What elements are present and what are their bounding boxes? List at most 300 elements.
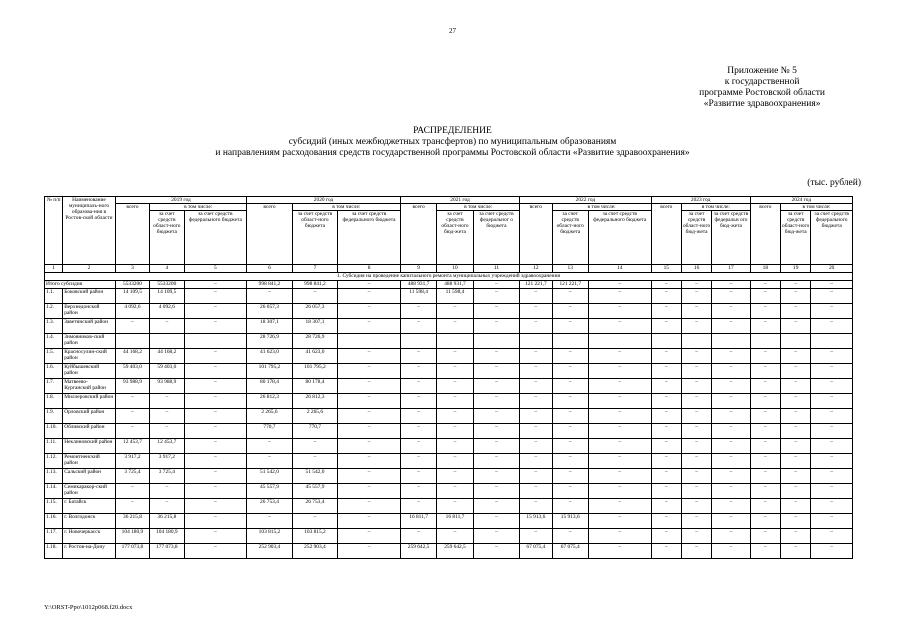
amount-cell: – — [681, 349, 711, 364]
amount-cell: – — [681, 304, 711, 319]
amount-cell: 36 215,8 — [115, 514, 149, 529]
column-number-cell: 13 — [552, 265, 588, 273]
header-incl: в том числе: — [437, 204, 520, 211]
amount-cell: – — [781, 469, 811, 484]
amount-cell: 2 265,6 — [292, 409, 338, 424]
amount-cell: 259 642,5 — [437, 544, 473, 559]
table-row — [45, 379, 853, 394]
amount-cell — [651, 334, 681, 349]
amount-cell: – — [473, 499, 520, 514]
municipality-name: Ремонтненский район — [63, 454, 116, 469]
amount-cell: – — [588, 484, 651, 499]
amount-cell: – — [811, 469, 853, 484]
amount-cell: – — [338, 364, 401, 379]
amount-cell: 4 092,6 — [115, 304, 149, 319]
amount-cell: – — [150, 319, 184, 334]
amount-cell: – — [184, 364, 247, 379]
amount-cell: – — [520, 484, 552, 499]
amount-cell: – — [651, 484, 681, 499]
row-number: 1.18. — [45, 544, 63, 559]
amount-cell: – — [651, 514, 681, 529]
amount-cell: – — [651, 379, 681, 394]
appendix-caption — [699, 66, 825, 110]
amount-cell: 177 073,8 — [115, 544, 149, 559]
column-number-cell: 19 — [781, 265, 811, 273]
amount-cell: – — [338, 319, 401, 334]
amount-cell: – — [247, 454, 293, 469]
amount-cell — [750, 334, 780, 349]
amount-cell: 16 811,7 — [400, 514, 436, 529]
amount-cell: – — [247, 514, 293, 529]
amount-cell: – — [712, 304, 750, 319]
amount-cell: – — [338, 379, 401, 394]
amount-cell: – — [811, 364, 853, 379]
header-federal: за счет средств федеральног о бюджета — [473, 211, 520, 265]
amount-cell: – — [811, 289, 853, 304]
amount-cell: – — [781, 454, 811, 469]
row-number: 1.17. — [45, 529, 63, 544]
amount-cell: – — [473, 439, 520, 454]
amount-cell: 3 725,4 — [115, 469, 149, 484]
header-year: 2023 год — [651, 197, 750, 204]
amount-cell: – — [520, 394, 552, 409]
amount-cell: – — [712, 424, 750, 439]
amount-cell: – — [712, 544, 750, 559]
header-incl: в том числе: — [150, 204, 247, 211]
amount-cell: – — [437, 529, 473, 544]
amount-cell: 103 815,2 — [247, 529, 293, 544]
amount-cell: – — [520, 379, 552, 394]
amount-cell: – — [781, 409, 811, 424]
row-number: 1.8. — [45, 394, 63, 409]
header-regional: за счет средств област-ного бюд-жета — [437, 211, 473, 265]
amount-cell: – — [811, 499, 853, 514]
amount-cell: – — [247, 289, 293, 304]
amount-cell: – — [552, 394, 588, 409]
municipality-name: Орловский район — [63, 409, 116, 424]
amount-cell: – — [184, 424, 247, 439]
header-regional: за счет средств област-ного бюджета — [150, 211, 184, 265]
amount-cell: 177 073,8 — [150, 544, 184, 559]
amount-cell: – — [473, 364, 520, 379]
amount-cell: – — [681, 469, 711, 484]
row-number: 1.4. — [45, 334, 63, 349]
amount-cell: 28 726,9 — [292, 334, 338, 349]
amount-cell: – — [781, 439, 811, 454]
row-number: 1.11. — [45, 439, 63, 454]
municipality-name: Миллеровский район — [63, 394, 116, 409]
row-number: 1.16. — [45, 514, 63, 529]
amount-cell — [338, 334, 401, 349]
amount-cell: – — [184, 439, 247, 454]
column-number-cell: 2 — [63, 265, 116, 273]
file-path-footer: Y:\ORST-Ppo\1012p068.f20.docx — [44, 604, 133, 611]
amount-cell: 104 180,9 — [115, 529, 149, 544]
header-incl: в том числе: — [781, 204, 853, 211]
amount-cell: – — [150, 424, 184, 439]
amount-cell: – — [681, 529, 711, 544]
amount-cell: 41 623,0 — [292, 349, 338, 364]
municipality-name: Матвеево-Курганский район — [63, 379, 116, 394]
row-number: 1.5. — [45, 349, 63, 364]
amount-cell: – — [552, 484, 588, 499]
amount-cell: – — [781, 529, 811, 544]
amount-cell: – — [750, 439, 780, 454]
amount-cell: – — [473, 319, 520, 334]
municipality-name: Обливский район — [63, 424, 116, 439]
amount-cell: – — [338, 454, 401, 469]
amount-cell: – — [681, 409, 711, 424]
amount-cell: – — [437, 469, 473, 484]
header-total: всего — [651, 204, 681, 265]
amount-cell: – — [781, 364, 811, 379]
total-cell: 488 931,7 — [437, 281, 473, 289]
header-total: всего — [750, 204, 780, 265]
amount-cell: – — [588, 424, 651, 439]
table-row — [45, 319, 853, 334]
total-cell: – — [681, 281, 711, 289]
total-cell: – — [588, 281, 651, 289]
amount-cell: – — [552, 469, 588, 484]
amount-cell: 11 598,4 — [400, 289, 436, 304]
municipality-name: Неклиновский район — [63, 439, 116, 454]
column-number-row — [45, 265, 853, 273]
amount-cell: – — [338, 424, 401, 439]
table-row — [45, 409, 853, 424]
amount-cell: – — [292, 289, 338, 304]
amount-cell: – — [750, 394, 780, 409]
amount-cell: – — [552, 454, 588, 469]
amount-cell: 93 988,9 — [115, 379, 149, 394]
amount-cell: – — [338, 514, 401, 529]
amount-cell: – — [712, 439, 750, 454]
total-cell: – — [338, 281, 401, 289]
header-year: 2020 год — [247, 197, 401, 204]
amount-cell: – — [150, 499, 184, 514]
municipality-name: Красносулин-ский район — [63, 349, 116, 364]
amount-cell: 80 178,4 — [247, 379, 293, 394]
amount-cell: – — [811, 514, 853, 529]
total-cell: – — [750, 281, 780, 289]
amount-cell: – — [338, 304, 401, 319]
amount-cell: – — [811, 454, 853, 469]
amount-cell: – — [750, 529, 780, 544]
amount-cell: – — [588, 469, 651, 484]
table-row — [45, 349, 853, 364]
amount-cell: 4 092,6 — [150, 304, 184, 319]
amount-cell — [781, 334, 811, 349]
table-row — [45, 484, 853, 499]
amount-cell: – — [712, 289, 750, 304]
amount-cell: – — [681, 379, 711, 394]
amount-cell: 59 403,0 — [115, 364, 149, 379]
amount-cell: – — [473, 454, 520, 469]
amount-cell: – — [588, 289, 651, 304]
amount-cell: 67 075,4 — [552, 544, 588, 559]
amount-cell: – — [588, 544, 651, 559]
amount-cell: 101 795,2 — [247, 364, 293, 379]
amount-cell: – — [681, 319, 711, 334]
appendix-line: к государственной — [724, 77, 800, 87]
amount-cell: – — [184, 349, 247, 364]
amount-cell: – — [588, 379, 651, 394]
amount-cell: – — [588, 454, 651, 469]
amount-cell: – — [651, 319, 681, 334]
table-body — [45, 265, 853, 559]
amount-cell: – — [651, 394, 681, 409]
total-cell: 488 931,7 — [400, 281, 436, 289]
row-number: 1.15. — [45, 499, 63, 514]
amount-cell: – — [712, 499, 750, 514]
amount-cell: – — [184, 544, 247, 559]
amount-cell: – — [184, 484, 247, 499]
amount-cell: – — [750, 409, 780, 424]
amount-cell — [473, 334, 520, 349]
amount-cell: – — [520, 424, 552, 439]
amount-cell: – — [184, 319, 247, 334]
distribution-table — [44, 196, 853, 559]
amount-cell: – — [712, 484, 750, 499]
page-number: 27 — [449, 27, 456, 35]
row-number: 1.14. — [45, 484, 63, 499]
total-cell: 121 221,7 — [520, 281, 552, 289]
header-row-total — [45, 204, 853, 211]
amount-cell: – — [750, 469, 780, 484]
amount-cell: – — [115, 424, 149, 439]
amount-cell: – — [473, 514, 520, 529]
amount-cell: 770,7 — [292, 424, 338, 439]
amount-cell — [811, 334, 853, 349]
table-header — [45, 197, 853, 265]
municipality-name: Верхнедонской район — [63, 304, 116, 319]
amount-cell: 12 453,7 — [115, 439, 149, 454]
amount-cell: – — [184, 514, 247, 529]
amount-cell: – — [651, 364, 681, 379]
amount-cell: – — [552, 439, 588, 454]
amount-cell — [400, 334, 436, 349]
amount-cell: – — [651, 349, 681, 364]
amount-cell: – — [400, 379, 436, 394]
amount-cell: – — [150, 409, 184, 424]
amount-cell: – — [400, 319, 436, 334]
amount-cell: – — [437, 439, 473, 454]
header-regional: за счет средств област-ного бюд-жета — [681, 211, 711, 265]
appendix-line: программе Ростовской области — [699, 88, 825, 98]
table-row — [45, 364, 853, 379]
units-label: (тыс. рублей) — [807, 178, 861, 188]
municipality-name: г. Батайск — [63, 499, 116, 514]
appendix-line: «Развитие здравоохранения» — [703, 99, 821, 109]
document-subtitle-line: субсидий (иных межбюджетных трансфертов) по муниципальным образованиям — [288, 137, 617, 147]
column-number-cell: 6 — [247, 265, 293, 273]
municipality-name: Зимовников-ский район — [63, 334, 116, 349]
amount-cell: – — [437, 304, 473, 319]
amount-cell: – — [712, 469, 750, 484]
row-number: 1.7. — [45, 379, 63, 394]
amount-cell: – — [247, 439, 293, 454]
column-number-cell: 4 — [150, 265, 184, 273]
amount-cell: 770,7 — [247, 424, 293, 439]
amount-cell: – — [712, 364, 750, 379]
amount-cell: 14 109,5 — [115, 289, 149, 304]
amount-cell: – — [338, 499, 401, 514]
amount-cell: – — [750, 289, 780, 304]
amount-cell: 26 753,4 — [292, 499, 338, 514]
amount-cell: – — [681, 544, 711, 559]
amount-cell: – — [588, 529, 651, 544]
amount-cell: – — [400, 394, 436, 409]
table-row — [45, 544, 853, 559]
amount-cell: – — [588, 394, 651, 409]
amount-cell: – — [437, 379, 473, 394]
amount-cell: – — [473, 424, 520, 439]
amount-cell: – — [400, 499, 436, 514]
amount-cell — [437, 334, 473, 349]
amount-cell: 44 168,2 — [115, 349, 149, 364]
document-heading — [0, 126, 905, 159]
table-row — [45, 499, 853, 514]
amount-cell: – — [811, 424, 853, 439]
amount-cell: – — [681, 439, 711, 454]
amount-cell: – — [681, 514, 711, 529]
amount-cell: – — [811, 394, 853, 409]
header-regional: за счет средств област-ного бюджета — [552, 211, 588, 265]
column-number-cell: 11 — [473, 265, 520, 273]
appendix-line: Приложение № 5 — [727, 66, 797, 76]
column-number-cell: 12 — [520, 265, 552, 273]
amount-cell: 103 815,2 — [292, 529, 338, 544]
table-row — [45, 454, 853, 469]
amount-cell: – — [520, 289, 552, 304]
total-cell: – — [781, 281, 811, 289]
amount-cell: – — [811, 304, 853, 319]
amount-cell: – — [651, 304, 681, 319]
amount-cell: – — [338, 394, 401, 409]
amount-cell: – — [811, 409, 853, 424]
amount-cell: 3 917,2 — [115, 454, 149, 469]
column-number-cell: 1 — [45, 265, 63, 273]
amount-cell: – — [750, 454, 780, 469]
amount-cell: – — [781, 514, 811, 529]
amount-cell: – — [681, 484, 711, 499]
amount-cell: – — [681, 499, 711, 514]
header-total: всего — [520, 204, 552, 265]
amount-cell: 67 075,4 — [520, 544, 552, 559]
amount-cell — [552, 334, 588, 349]
amount-cell: – — [712, 394, 750, 409]
row-number: 1.10. — [45, 424, 63, 439]
header-year: 2022 год — [520, 197, 651, 204]
amount-cell: – — [115, 394, 149, 409]
amount-cell: – — [811, 529, 853, 544]
amount-cell: – — [712, 379, 750, 394]
amount-cell: – — [520, 499, 552, 514]
amount-cell: – — [473, 544, 520, 559]
amount-cell: – — [437, 409, 473, 424]
amount-cell: – — [750, 319, 780, 334]
total-cell: 5533200 — [115, 281, 149, 289]
row-number: 1.13. — [45, 469, 63, 484]
header-row-sources — [45, 211, 853, 265]
amount-cell: – — [184, 304, 247, 319]
amount-cell: 14 109,5 — [150, 289, 184, 304]
amount-cell: 80 178,4 — [292, 379, 338, 394]
amount-cell: – — [588, 364, 651, 379]
amount-cell: – — [681, 289, 711, 304]
amount-cell: – — [781, 304, 811, 319]
amount-cell: – — [292, 439, 338, 454]
header-regional: за счет средств област-ного бюджета — [292, 211, 338, 265]
amount-cell: – — [115, 484, 149, 499]
column-number-cell: 15 — [651, 265, 681, 273]
amount-cell: – — [184, 469, 247, 484]
amount-cell: – — [338, 439, 401, 454]
amount-cell: – — [712, 319, 750, 334]
table-row — [45, 514, 853, 529]
total-cell: – — [712, 281, 750, 289]
amount-cell — [681, 334, 711, 349]
amount-cell: – — [292, 514, 338, 529]
amount-cell: – — [184, 499, 247, 514]
amount-cell: – — [651, 469, 681, 484]
amount-cell: – — [400, 409, 436, 424]
amount-cell: – — [292, 454, 338, 469]
column-number-cell: 10 — [437, 265, 473, 273]
amount-cell: – — [473, 304, 520, 319]
column-number-cell: 16 — [681, 265, 711, 273]
amount-cell: – — [750, 514, 780, 529]
amount-cell: – — [811, 319, 853, 334]
distribution-table-wrapper — [44, 196, 853, 559]
header-row-years — [45, 197, 853, 204]
amount-cell: 51 542,0 — [292, 469, 338, 484]
amount-cell: 26 057,3 — [247, 304, 293, 319]
amount-cell: – — [588, 349, 651, 364]
header-year: 2024 год — [750, 197, 852, 204]
municipality-name: Сальский район — [63, 469, 116, 484]
total-cell: 998 841,2 — [292, 281, 338, 289]
amount-cell: – — [473, 469, 520, 484]
amount-cell: – — [184, 289, 247, 304]
amount-cell: – — [150, 484, 184, 499]
amount-cell: 26 812,3 — [247, 394, 293, 409]
amount-cell: – — [811, 484, 853, 499]
column-number-cell: 18 — [750, 265, 780, 273]
municipality-name: Заветинский район — [63, 319, 116, 334]
amount-cell: – — [781, 379, 811, 394]
amount-cell: – — [473, 379, 520, 394]
table-row — [45, 424, 853, 439]
header-federal: за счет средств федерального бюджета — [184, 211, 247, 265]
table-row — [45, 334, 853, 349]
amount-cell: – — [400, 484, 436, 499]
amount-cell: – — [520, 529, 552, 544]
header-year: 2019 год — [115, 197, 246, 204]
amount-cell: – — [712, 409, 750, 424]
amount-cell: – — [520, 439, 552, 454]
amount-cell: – — [781, 424, 811, 439]
amount-cell: 26 812,3 — [292, 394, 338, 409]
amount-cell: 44 168,2 — [150, 349, 184, 364]
amount-cell: 15 913,6 — [520, 514, 552, 529]
amount-cell: – — [712, 514, 750, 529]
amount-cell: – — [750, 379, 780, 394]
row-number: 1.9. — [45, 409, 63, 424]
section-title: 1. Субсидия на проведение капитального ремонта муниципальных учреждений здравоохранения — [45, 273, 853, 281]
amount-cell: – — [588, 304, 651, 319]
amount-cell: 26 753,4 — [247, 499, 293, 514]
amount-cell: – — [184, 529, 247, 544]
